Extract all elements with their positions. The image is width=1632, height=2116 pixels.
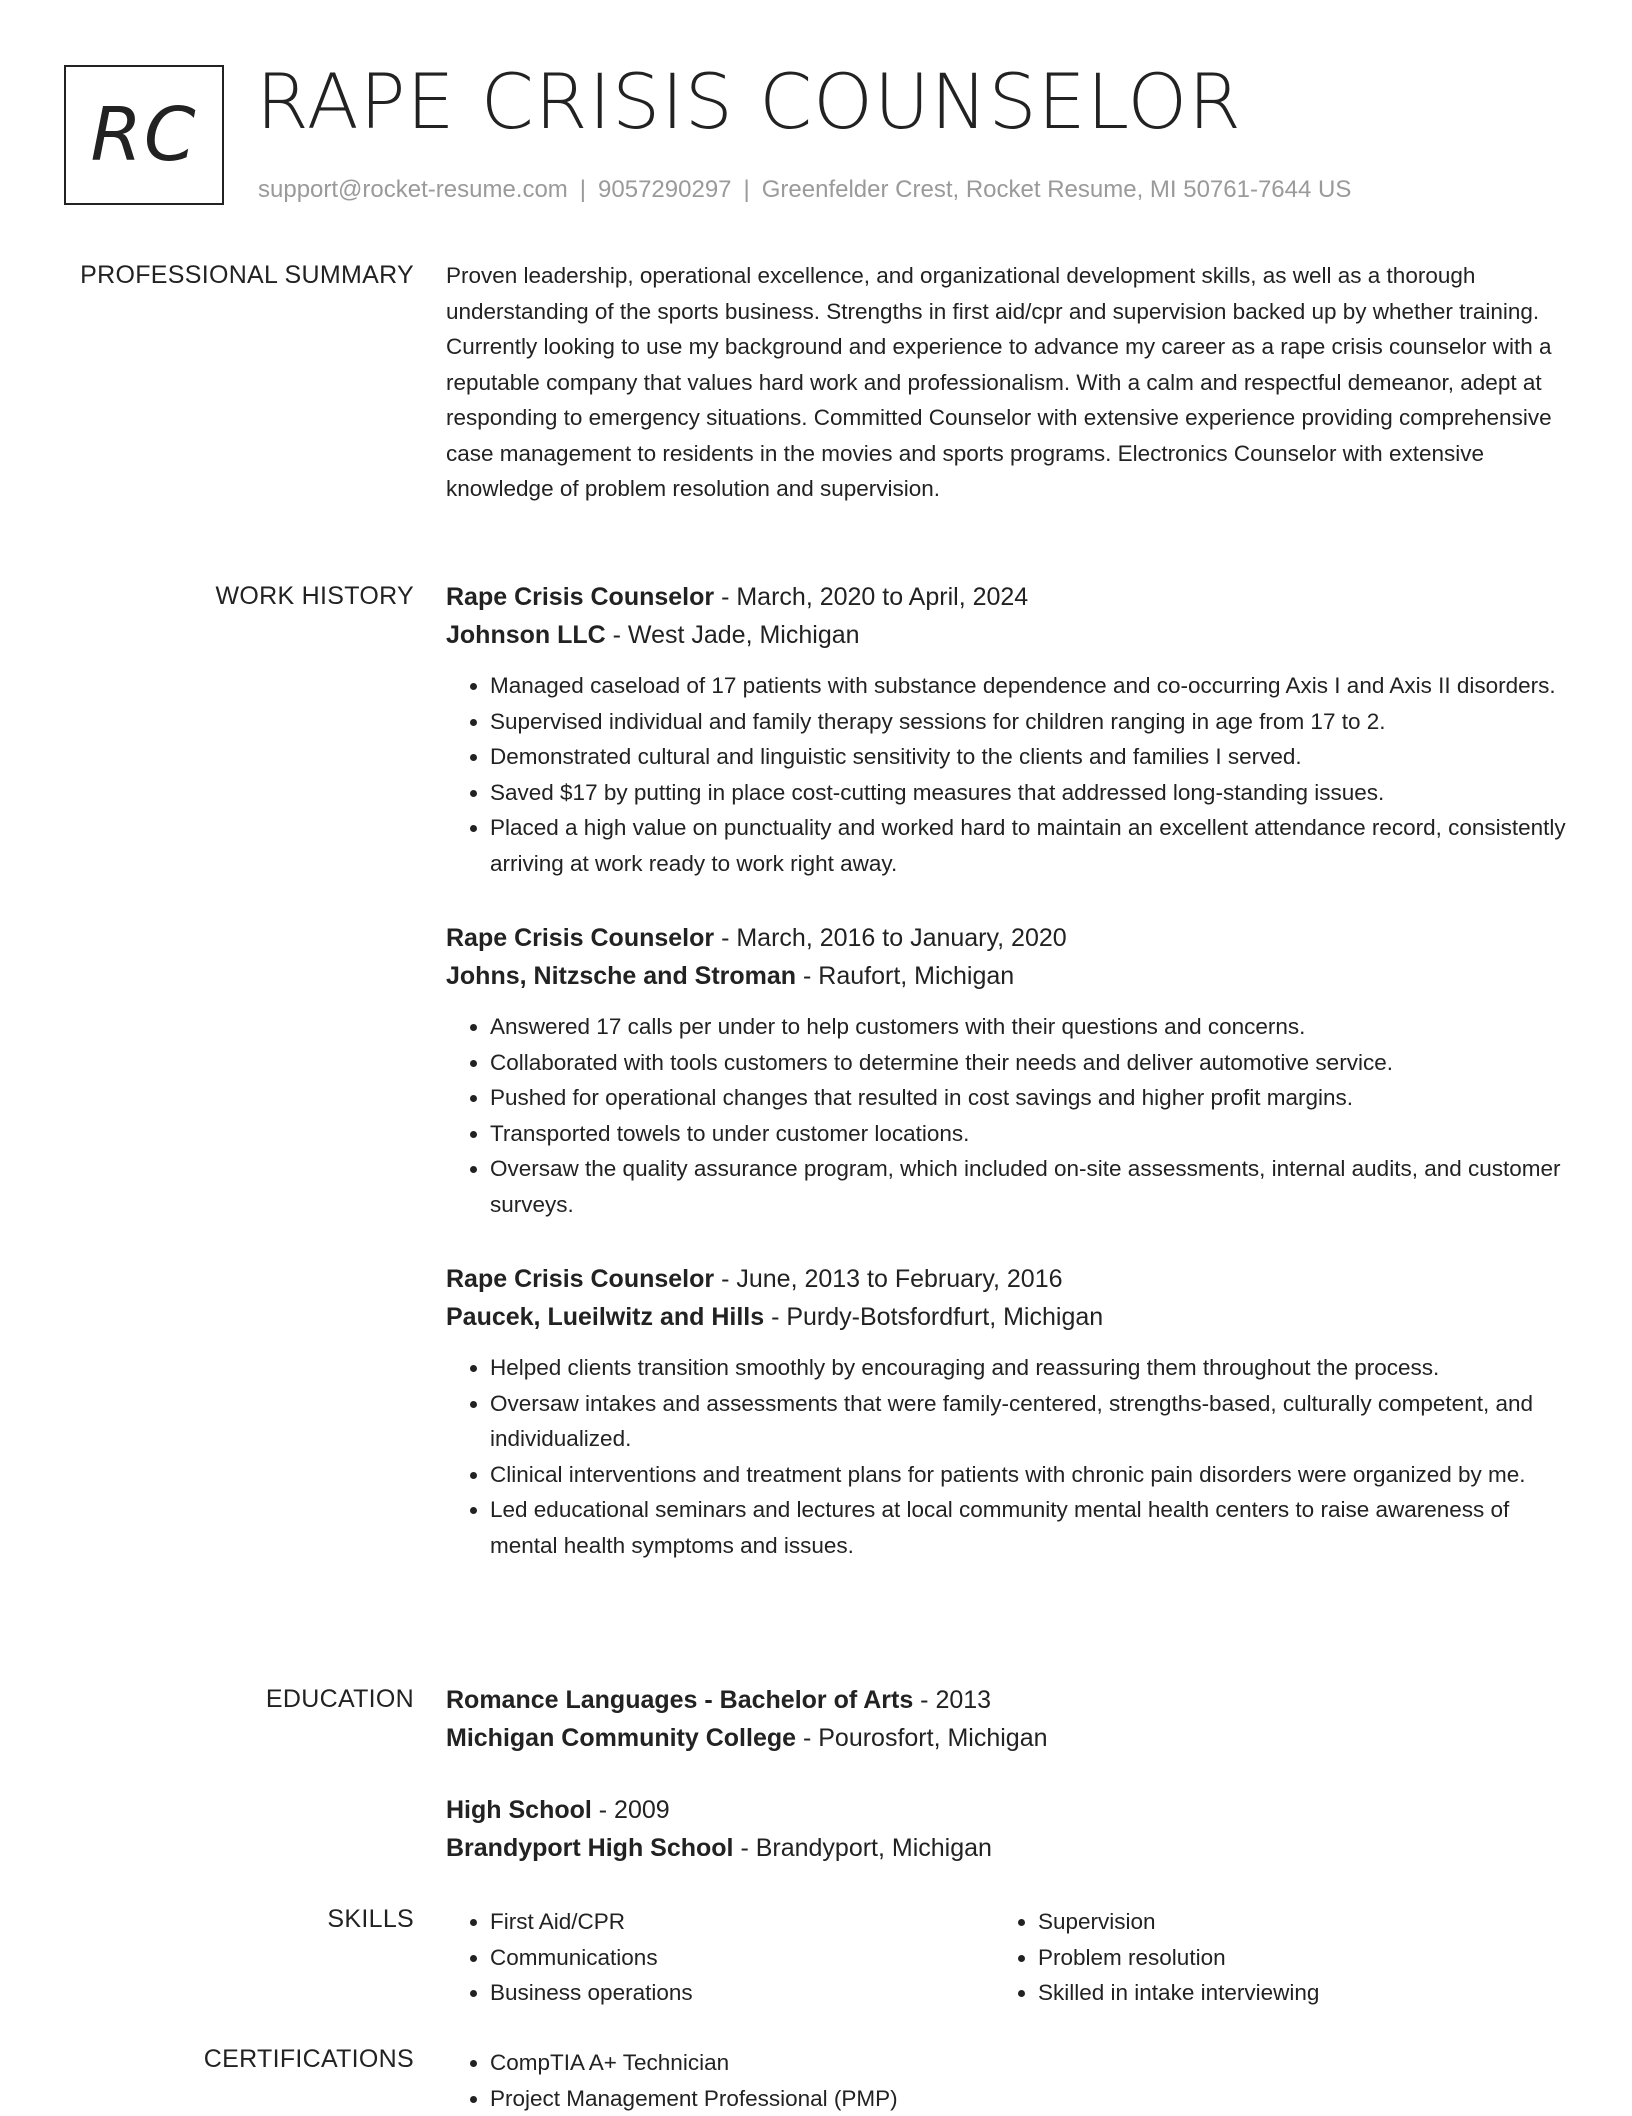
skills-list-left — [446, 1904, 994, 2011]
contact-separator: | — [732, 176, 762, 203]
contact-separator: | — [568, 176, 598, 203]
job-bullet: • Collaborated with tools customers to determine their needs and deliver automotive service. — [490, 1045, 1566, 1081]
job-location: - Purdy-Botsfordfurt, Michigan — [764, 1303, 1103, 1331]
job-location: - West Jade, Michigan — [606, 621, 860, 649]
education-list — [446, 1681, 1566, 1901]
job-company-line — [446, 957, 1566, 995]
education-year: - 2009 — [592, 1796, 670, 1824]
education-degree-line — [446, 1681, 1566, 1719]
job-title: Rape Crisis Counselor — [446, 583, 714, 611]
skill-item: • Skilled in intake interviewing — [1038, 1975, 1542, 2011]
job-bullet: • Answered 17 calls per under to help customers with their questions and concerns. — [490, 1009, 1566, 1045]
work-history-list — [446, 578, 1566, 1601]
education-degree-line — [446, 1791, 1566, 1829]
education-degree: Romance Languages - Bachelor of Arts — [446, 1686, 913, 1714]
skills-grid — [446, 1904, 1566, 2011]
job-company: Paucek, Lueilwitz and Hills — [446, 1303, 764, 1331]
job-entry — [446, 919, 1566, 1222]
section-heading-skills: SKILLS — [327, 1905, 414, 1934]
skill-item: • Communications — [490, 1940, 994, 1976]
certifications-list — [446, 2045, 1566, 2116]
job-bullet: • Saved $17 by putting in place cost-cutting measures that addressed long-standing issues. — [490, 775, 1566, 811]
skill-item: • Problem resolution — [1038, 1940, 1542, 1976]
education-entry — [446, 1681, 1566, 1757]
education-entry — [446, 1791, 1566, 1867]
education-location: - Brandyport, Michigan — [734, 1834, 992, 1862]
job-title-line — [446, 578, 1566, 616]
job-title-line — [446, 919, 1566, 957]
contact-phone[interactable]: 9057290297 — [598, 176, 731, 203]
job-company-line — [446, 616, 1566, 654]
section-heading-education: EDUCATION — [266, 1685, 414, 1714]
education-year: - 2013 — [913, 1686, 991, 1714]
section-heading-summary: PROFESSIONAL SUMMARY — [80, 261, 414, 290]
job-company: Johnson LLC — [446, 621, 606, 649]
job-bullet: • Led educational seminars and lectures at local community mental health centers to raise awareness of mental health symptoms and issues. — [490, 1492, 1566, 1563]
skill-item: • Business operations — [490, 1975, 994, 2011]
job-bullet: • Pushed for operational changes that resulted in cost savings and higher profit margins. — [490, 1080, 1566, 1116]
job-bullet: • Clinical interventions and treatment plans for patients with chronic pain disorders were organized by me. — [490, 1457, 1566, 1493]
section-heading-certifications: CERTIFICATIONS — [204, 2045, 414, 2074]
education-school: Michigan Community College — [446, 1724, 796, 1752]
contact-line — [258, 176, 1351, 204]
page-title: RAPE CRISIS COUNSELOR — [256, 56, 1242, 147]
section-heading-work: WORK HISTORY — [215, 582, 414, 611]
job-bullets — [446, 1009, 1566, 1222]
job-bullet: • Oversaw the quality assurance program, which included on-site assessments, internal audits, and customer surveys. — [490, 1151, 1566, 1222]
skills-list-right — [994, 1904, 1542, 2011]
job-bullet: • Managed caseload of 17 patients with substance dependence and co-occurring Axis I and Axis II disorders. — [490, 668, 1566, 704]
job-company: Johns, Nitzsche and Stroman — [446, 962, 796, 990]
job-dates: - March, 2020 to April, 2024 — [714, 583, 1028, 611]
job-location: - Raufort, Michigan — [796, 962, 1014, 990]
job-bullet: • Demonstrated cultural and linguistic sensitivity to the clients and families I served. — [490, 739, 1566, 775]
skill-item: • Supervision — [1038, 1904, 1542, 1940]
job-dates: - June, 2013 to February, 2016 — [714, 1265, 1062, 1293]
skill-item: • First Aid/CPR — [490, 1904, 994, 1940]
job-company-line — [446, 1298, 1566, 1336]
job-bullets — [446, 668, 1566, 881]
job-title: Rape Crisis Counselor — [446, 1265, 714, 1293]
job-bullet: • Placed a high value on punctuality and worked hard to maintain an excellent attendance record, consistently arriving at work ready to work right away. — [490, 810, 1566, 881]
job-entry — [446, 1260, 1566, 1563]
job-title: Rape Crisis Counselor — [446, 924, 714, 952]
education-location: - Pourosfort, Michigan — [796, 1724, 1048, 1752]
education-school: Brandyport High School — [446, 1834, 734, 1862]
job-bullet: • Supervised individual and family therapy sessions for children ranging in age from 17 to 2. — [490, 704, 1566, 740]
certification-item: • Project Management Professional (PMP) — [490, 2081, 1566, 2116]
job-title-line — [446, 1260, 1566, 1298]
contact-address: Greenfelder Crest, Rocket Resume, MI 50761-7644 US — [762, 176, 1352, 203]
certification-item: • CompTIA A+ Technician — [490, 2045, 1566, 2081]
job-entry — [446, 578, 1566, 881]
job-bullet: • Helped clients transition smoothly by encouraging and reassuring them throughout the process. — [490, 1350, 1566, 1386]
summary-text: Proven leadership, operational excellence, and organizational development skills, as well as a thorough understanding of the sports business. Strengths in first aid/cpr and supervision backed up by whether training. Currently looking to use my background and experience to advance my career as a rape crisis counselor with a reputable company that values hard work and professionalism. With a calm and respectful demeanor, adept at responding to emergency situations. Committed Counselor with extensive experience providing comprehensive case management to residents in the movies and sports programs. Electronics Counselor with extensive knowledge of problem resolution and supervision. — [446, 258, 1566, 507]
job-dates: - March, 2016 to January, 2020 — [714, 924, 1067, 952]
education-school-line — [446, 1719, 1566, 1757]
education-school-line — [446, 1829, 1566, 1867]
job-bullet: • Oversaw intakes and assessments that were family-centered, strengths-based, culturally competent, and individualized. — [490, 1386, 1566, 1457]
monogram-logo: RC — [64, 65, 224, 205]
job-bullet: • Transported towels to under customer locations. — [490, 1116, 1566, 1152]
education-degree: High School — [446, 1796, 592, 1824]
job-bullets — [446, 1350, 1566, 1563]
contact-email[interactable]: support@rocket-resume.com — [258, 176, 568, 203]
